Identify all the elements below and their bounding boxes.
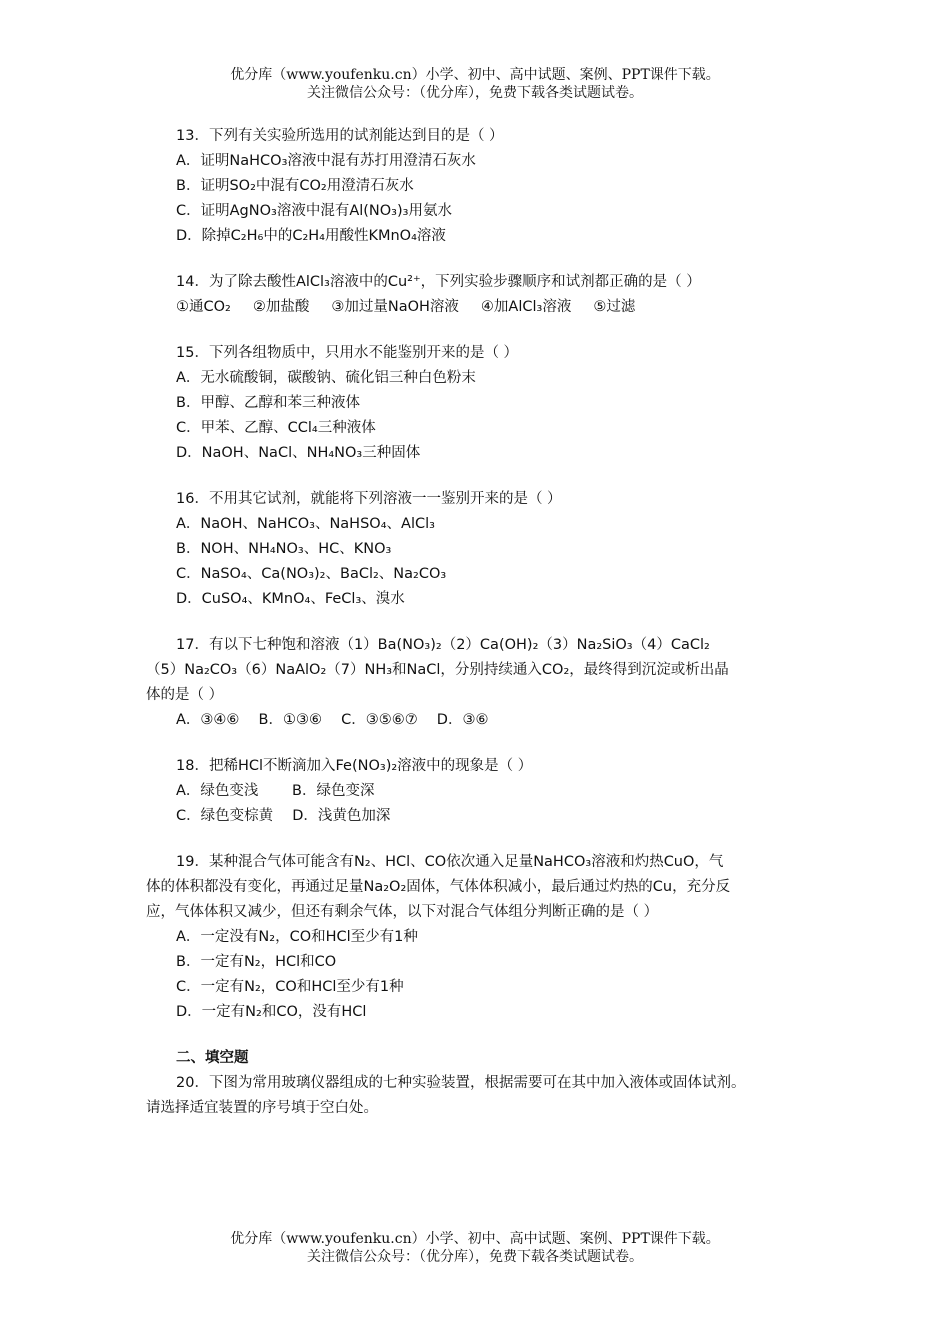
- option-a: A．一定没有N₂，CO和HCl至少有1种: [176, 929, 418, 945]
- option-a: A．NaOH、NaHCO₃、NaHSO₄、AlCl₃: [176, 516, 435, 532]
- option-c: C．证明AgNO₃溶液中混有Al(NO₃)₃用氨水: [176, 203, 452, 219]
- question-stem-line-1: 17．有以下七种饱和溶液（1）Ba(NO₃)₂（2）Ca(OH)₂（3）Na₂SiO₃（4）CaCl₂: [176, 637, 710, 653]
- option-d: D．一定有N₂和CO，没有HCl: [176, 1004, 367, 1020]
- question-stem-line-2: （5）Na₂CO₃（6）NaAlO₂（7）NH₃和NaCl，分别持续通入CO₂，最终得到沉淀或析出晶: [146, 662, 729, 678]
- step-3: ③加过量NaOH溶液: [331, 299, 459, 315]
- header-line-2: 关注微信公众号：（优分库），免费下载各类试题试卷。: [307, 85, 643, 101]
- step-list: [146, 295, 806, 320]
- step-5: ⑤过滤: [593, 299, 636, 315]
- option-d: D．CuSO₄、KMnO₄、FeCl₃、溴水: [176, 591, 405, 607]
- question-stem-line-2: 体的体积都没有变化，再通过足量Na₂O₂固体，气体体积减小，最后通过灼热的Cu，充分反: [146, 879, 731, 895]
- section-title: 二、填空题: [176, 1050, 249, 1066]
- option-b: B．一定有N₂，HCl和CO: [176, 954, 337, 970]
- question-15: [146, 341, 806, 466]
- option-c-d: C．绿色变棕黄 D．浅黄色加深: [176, 808, 391, 824]
- option-c: C．一定有N₂，CO和HCl至少有1种: [176, 979, 404, 995]
- footer-line-2: 关注微信公众号：（优分库），免费下载各类试题试卷。: [307, 1249, 643, 1265]
- option-c: C．NaSO₄、Ca(NO₃)₂、BaCl₂、Na₂CO₃: [176, 566, 447, 582]
- option-a: A．无水硫酸铜，碳酸钠、硫化铝三种白色粉末: [176, 370, 476, 386]
- option-b: B．甲醇、乙醇和苯三种液体: [176, 395, 360, 411]
- option-list: A．③④⑥ B．①③⑥ C．③⑤⑥⑦ D．③⑥: [176, 712, 489, 728]
- question-stem-line-3: 应，气体体积又减少，但还有剩余气体，以下对混合气体组分判断正确的是（ ）: [146, 904, 659, 920]
- question-content: [146, 124, 806, 1121]
- header-line-1: 优分库（www.youfenku.cn）小学、初中、高中试题、案例、PPT课件下载。: [230, 67, 720, 83]
- question-17: [146, 633, 806, 733]
- step-1: ①通CO₂: [176, 299, 231, 315]
- question-stem: 14．为了除去酸性AlCl₃溶液中的Cu²⁺，下列实验步骤顺序和试剂都正确的是（ ）: [176, 274, 701, 290]
- question-stem: 18．把稀HCl不断滴加入Fe(NO₃)₂溶液中的现象是（ ）: [176, 758, 533, 774]
- question-13: [146, 124, 806, 249]
- question-stem: 15．下列各组物质中，只用水不能鉴别开来的是（ ）: [176, 345, 519, 361]
- step-4: ④加AlCl₃溶液: [480, 299, 572, 315]
- footer-line-1: 优分库（www.youfenku.cn）小学、初中、高中试题、案例、PPT课件下载。: [230, 1231, 720, 1247]
- option-d: D．除掉C₂H₆中的C₂H₄用酸性KMnO₄溶液: [176, 228, 446, 244]
- option-b: B．NOH、NH₄NO₃、HC、KNO₃: [176, 541, 392, 557]
- question-stem: 13．下列有关实验所选用的试剂能达到目的是（ ）: [176, 128, 504, 144]
- option-a-b: A．绿色变浅 B．绿色变深: [176, 783, 375, 799]
- option-b: B．证明SO₂中混有CO₂用澄清石灰水: [176, 178, 414, 194]
- page-header: [0, 66, 950, 102]
- step-2: ②加盐酸: [252, 299, 310, 315]
- option-c: C．甲苯、乙醇、CCl₄三种液体: [176, 420, 376, 436]
- option-a: A．证明NaHCO₃溶液中混有苏打用澄清石灰水: [176, 153, 476, 169]
- question-18: [146, 754, 806, 829]
- section-fill-in-blank: [146, 1046, 806, 1121]
- question-20-line-1: 20．下图为常用玻璃仪器组成的七种实验装置，根据需要可在其中加入液体或固体试剂。: [176, 1075, 746, 1091]
- question-14: [146, 270, 806, 320]
- question-20-line-2: 请选择适宜装置的序号填于空白处。: [146, 1100, 378, 1116]
- option-d: D．NaOH、NaCl、NH₄NO₃三种固体: [176, 445, 421, 461]
- question-stem-line-3: 体的是（ ）: [146, 687, 224, 703]
- question-stem-line-1: 19．某种混合气体可能含有N₂、HCl、CO依次通入足量NaHCO₃溶液和灼热CuO，气: [176, 854, 724, 870]
- question-stem: 16．不用其它试剂，就能将下列溶液一一鉴别开来的是（ ）: [176, 491, 562, 507]
- page-footer: [0, 1230, 950, 1266]
- question-19: [146, 850, 806, 1025]
- question-16: [146, 487, 806, 612]
